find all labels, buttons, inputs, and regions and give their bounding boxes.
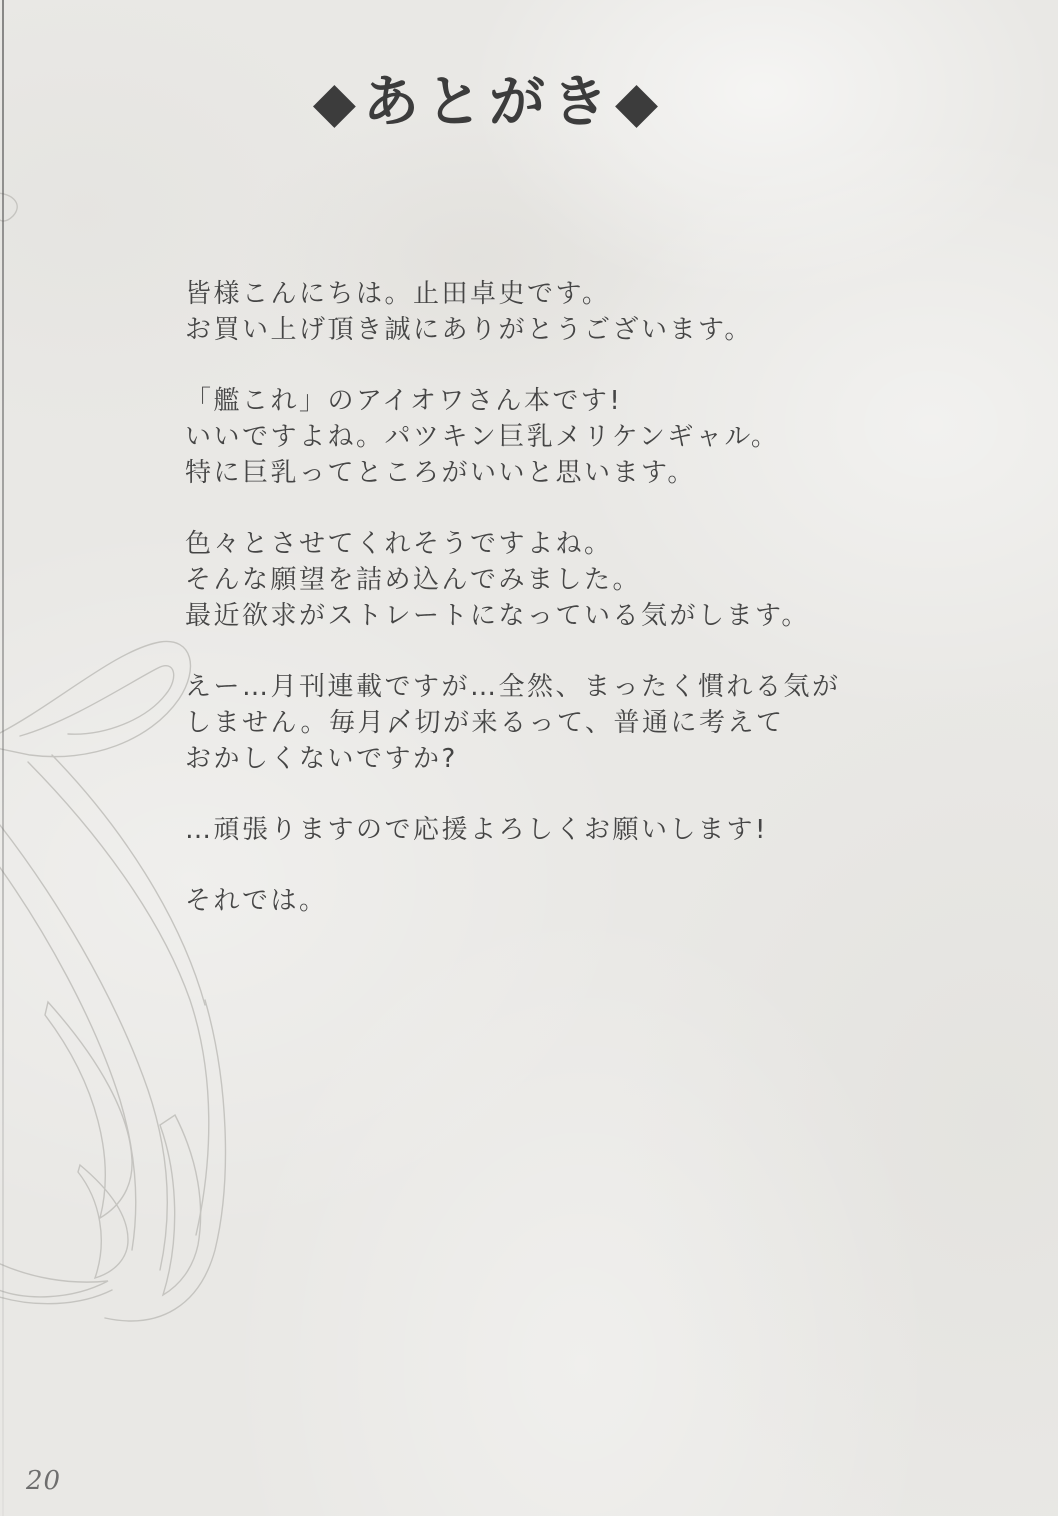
afterword-title: ◆あとがき◆ — [312, 70, 666, 135]
afterword-paragraph — [185, 383, 998, 491]
afterword-line: お買い上げ頂き誠にありがとうございます。 — [185, 315, 753, 345]
afterword-paragraph — [185, 669, 998, 777]
afterword-line: …頑張りますので応援よろしくお願いします! — [185, 815, 768, 845]
afterword-line: しません。毎月〆切が来るって、普通に考えて — [185, 708, 785, 738]
afterword-line: 最近欲求がストレートになっている気がします。 — [185, 601, 810, 631]
afterword-line: 「艦これ」のアイオワさん本です! — [185, 386, 623, 416]
page-binding-edge — [2, 0, 4, 1516]
afterword-line: えー…月刊連載ですが…全然、まったく慣れる気が — [185, 672, 841, 702]
afterword-line: そんな願望を詰め込んでみました。 — [185, 565, 642, 595]
page-number: 20 — [26, 1466, 62, 1496]
afterword-line: おかしくないですか? — [185, 744, 458, 774]
afterword-line: 色々とさせてくれそうですよね。 — [185, 529, 613, 559]
afterword-paragraph — [185, 526, 998, 634]
afterword-line: いいですよね。パツキン巨乳メリケンギャル。 — [185, 422, 780, 452]
afterword-line: 皆様こんにちは。止田卓史です。 — [185, 279, 611, 309]
afterword-paragraph — [185, 812, 998, 848]
afterword-line: 特に巨乳ってところがいいと思います。 — [185, 458, 696, 488]
afterword-line: それでは。 — [185, 886, 328, 916]
afterword-paragraph — [185, 883, 998, 919]
afterword-body — [185, 276, 998, 954]
afterword-paragraph — [185, 276, 998, 348]
